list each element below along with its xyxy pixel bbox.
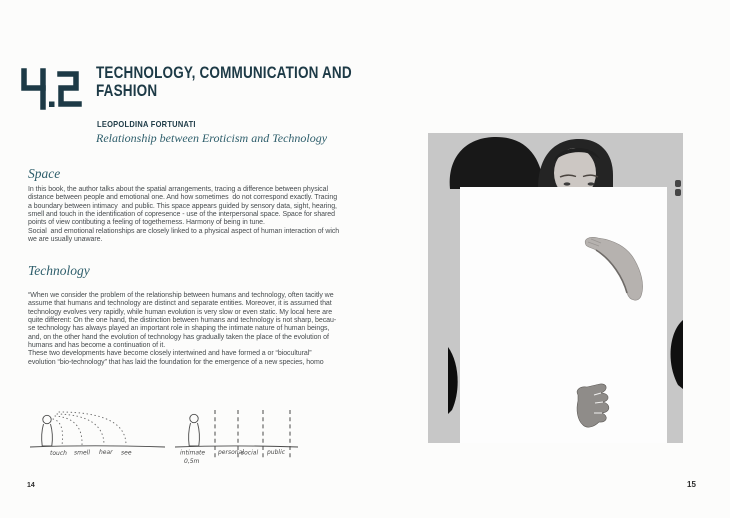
section-heading-technology: Technology: [28, 263, 90, 278]
chapter-subtitle: Relationship between Eroticism and Technology: [96, 131, 328, 145]
senses-figure: [42, 415, 53, 446]
digit-4: [24, 71, 43, 88]
paragraph-space: [28, 186, 339, 244]
page-number-right: 15: [687, 480, 696, 489]
paragraph-technology: [28, 292, 336, 367]
body-text-line: These two developments have become closely intertwined and have formed a or “biocultural”: [28, 350, 312, 358]
page-number-left: 14: [27, 482, 35, 489]
zones-labels: [180, 449, 286, 465]
photo-couple-white-card: [428, 133, 683, 443]
label-see: see: [121, 449, 132, 457]
body-text-line: Social and emotional relationships are closely linked to a physical aspect of human interaction of wich: [28, 227, 340, 235]
body-text-line: we are usually unaware.: [28, 236, 103, 244]
label-distance: 0,5m: [184, 458, 200, 465]
sense-arcs: [53, 412, 126, 445]
body-text-line: and, on the other hand the evolution of technology has gradually taken the place of the evolution of: [28, 333, 329, 341]
lower-hand: [577, 384, 609, 427]
label-hear: hear: [99, 449, 113, 456]
label-smell: smell: [74, 449, 90, 457]
label-social: social: [241, 449, 259, 457]
chapter-title: [96, 65, 352, 100]
body-text-line: assume that humans and technology are distinct and separate entities. Moreover, it is assumed that: [28, 300, 332, 308]
body-text-line: distance between people and emotional one. And how sometimes do not correspond exactly. Tracing: [28, 194, 338, 202]
body-text-line: points of view contibuting a feeling of togetherness. Harmony of being in tune.: [28, 219, 265, 227]
label-intimate: intimate: [180, 449, 206, 457]
proxemics-sketch-svg: [28, 406, 300, 468]
body-text-line: technology evolves very rapidly, while human evolution is very slow or even static. My local here are: [28, 308, 333, 316]
zones-ground-line: [175, 446, 298, 447]
chapter-number-glyphs: [20, 68, 84, 110]
body-text-line: a boundary between intimacy and public. This space appears guided by sensory data, sight, hearing,: [28, 202, 337, 210]
photo-svg: [428, 133, 683, 443]
decimal-point: [49, 102, 55, 108]
body-text-line: smell and touch in the identification of copresence - use of the interpersonal space. Space for shared: [28, 211, 335, 219]
proxemics-sketch: [28, 406, 300, 473]
label-personal: personal: [218, 449, 244, 456]
chapter-title-line2: FASHION: [96, 81, 158, 100]
senses-labels: [50, 449, 132, 457]
chapter-number: [20, 68, 84, 115]
body-text-line: “When we consider the problem of the relationship between humans and technology, often tacitly we: [28, 292, 334, 299]
label-touch: touch: [50, 450, 67, 457]
chapter-title-line1: TECHNOLOGY, COMMUNICATION AND: [96, 64, 352, 82]
senses-ground-line: [30, 446, 165, 447]
digit-2: [60, 74, 79, 104]
body-text-line: humans and has become a continuation of it.: [28, 342, 166, 350]
label-public: public: [267, 449, 286, 456]
body-text-line: In this book, the author talks about the spatial arrangements, tracing a difference between physical: [28, 186, 328, 193]
body-text-line: quite different: On the one hand, the distinction between humans and technology is not sharp, becau-: [28, 317, 337, 325]
section-heading-space: Space: [28, 166, 61, 181]
zones-figure: [189, 414, 200, 446]
body-text-line: evolution “bio-technology” that has laid the foundation for the emergence of a new species, homo: [28, 358, 324, 366]
author-name: LEOPOLDINA FORTUNATI: [97, 119, 196, 129]
body-text-line: se technology has always played an important role in shaping the intimate nature of human beings,: [28, 325, 330, 333]
white-card: [460, 187, 667, 443]
